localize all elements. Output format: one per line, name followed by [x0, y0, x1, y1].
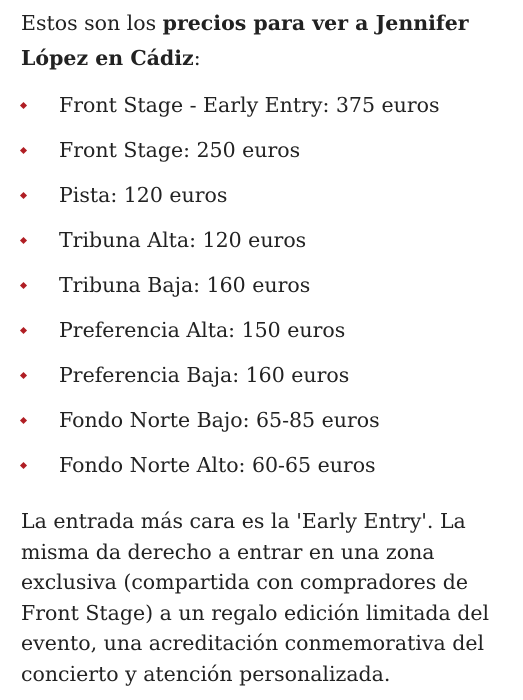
- diamond-bullet-icon: [20, 102, 27, 109]
- price-item-label: Tribuna Alta: 120 euros: [59, 228, 307, 252]
- diamond-bullet-icon: [20, 237, 27, 244]
- price-list: [21, 88, 511, 493]
- intro-bold-text: precios para ver a Jennifer López en Cádiz: [21, 11, 469, 70]
- price-item: [21, 178, 511, 223]
- price-item-label: Fondo Norte Bajo: 65-85 euros: [59, 408, 380, 432]
- intro-prefix: Estos son los: [21, 11, 163, 35]
- price-item: [21, 88, 511, 133]
- intro-paragraph: [21, 6, 511, 76]
- price-item-label: Fondo Norte Alto: 60-65 euros: [59, 453, 376, 477]
- price-item-label: Pista: 120 euros: [59, 183, 228, 207]
- diamond-bullet-icon: [20, 327, 27, 334]
- diamond-bullet-icon: [20, 147, 27, 154]
- price-item-label: Front Stage - Early Entry: 375 euros: [59, 93, 440, 117]
- price-item-label: Tribuna Baja: 160 euros: [59, 273, 311, 297]
- price-item-label: Preferencia Alta: 150 euros: [59, 318, 346, 342]
- diamond-bullet-icon: [20, 372, 27, 379]
- price-item: [21, 448, 511, 493]
- price-item: [21, 223, 511, 268]
- price-item: [21, 133, 511, 178]
- price-item: [21, 313, 511, 358]
- diamond-bullet-icon: [20, 282, 27, 289]
- price-item-label: Front Stage: 250 euros: [59, 138, 301, 162]
- intro-suffix: :: [193, 46, 201, 70]
- price-item: [21, 403, 511, 448]
- price-item: [21, 358, 511, 403]
- closing-paragraph: La entrada más cara es la 'Early Entry'. La misma da derecho a entrar en una zona exclusiva (compartida con compradores de Front Stage) a un regalo edición limitada del evento, una acreditación conmemorativa del concierto y atención personalizada.: [21, 509, 490, 686]
- diamond-bullet-icon: [20, 462, 27, 469]
- price-item-label: Preferencia Baja: 160 euros: [59, 363, 350, 387]
- diamond-bullet-icon: [20, 192, 27, 199]
- price-item: [21, 268, 511, 313]
- diamond-bullet-icon: [20, 417, 27, 424]
